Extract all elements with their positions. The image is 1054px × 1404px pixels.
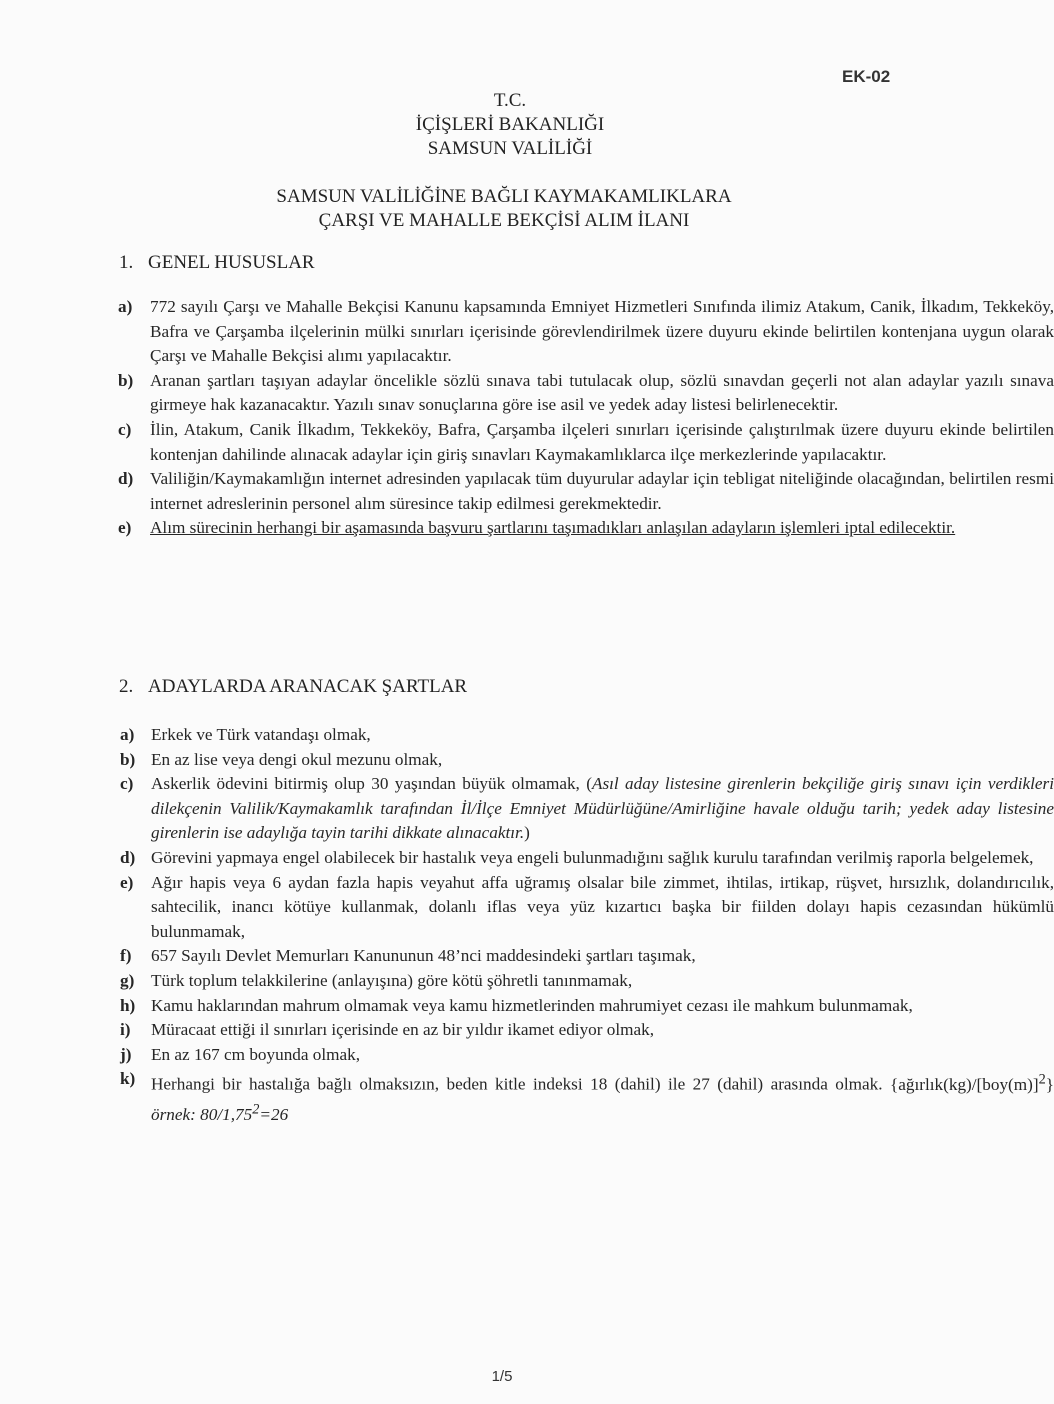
list-item <box>0 418 1054 467</box>
section-1-heading <box>119 252 315 274</box>
item-label: k) <box>120 1069 136 1089</box>
item-text: En az lise veya dengi okul mezunu olmak, <box>151 749 443 769</box>
item-text: En az 167 cm boyunda olmak, <box>151 1044 361 1064</box>
item-label: d) <box>120 847 136 867</box>
item-text: Erkek ve Türk vatandaşı olmak, <box>151 725 371 744</box>
item-text: Herhangi bir hastalığa bağlı olmaksızın, beden kitle indeksi 18 (dahil) ile 27 (dahil) arasında olmak. <box>151 1075 883 1095</box>
list-item <box>0 516 1054 541</box>
general-provisions-list <box>0 295 1054 541</box>
item-label: c) <box>118 419 132 439</box>
item-text: Valiliğin/Kaymakamlığın internet adresinden yapılacak tüm duyurular adaylar için tebligat niteliğinde olacağından, belirtilen resmi internet adreslerinin personel alım süresince takip edilmesi gerekmektedir. <box>150 469 1054 513</box>
example-result: =26 <box>259 1105 289 1125</box>
section-2-number: 2. <box>119 676 134 697</box>
item-label: c) <box>120 774 134 794</box>
note-open: ( <box>586 774 592 794</box>
section-1-number: 1. <box>119 252 134 273</box>
bmi-example <box>151 1101 289 1125</box>
item-text-underlined: Alım sürecinin herhangi bir aşamasında başvuru şartlarını taşımadıkları anlaşılan adayların işlemleri iptal edilecektir. <box>150 518 956 538</box>
item-text: 657 Sayılı Devlet Memurları Kanununun 48’nci maddesindeki şartları taşımak, <box>151 946 696 966</box>
item-note-italic: Asıl aday listesine girenlerin bekçiliğe giriş sınavı için verdikleri dilekçenin Valilik/Kaymakamlık tarafından İl/İlçe Emniyet Müdürlüğüne/Amirliğine havale olduğu tarih; yedek aday listesine girenlerin ise adaylığa tayin tarihi dikkate alınacaktır. <box>151 774 1054 843</box>
item-label: j) <box>120 1044 132 1064</box>
header-tc: T.C. <box>493 90 527 111</box>
item-label: f) <box>120 946 132 966</box>
list-item <box>0 871 1054 945</box>
bmi-formula <box>890 1071 1054 1095</box>
item-text: 772 sayılı Çarşı ve Mahalle Bekçisi Kanunu kapsamında Emniyet Hizmetleri Sınıfında ilimiz Atakum, Canik, İlkadım, Tekkeköy, Bafra ve Çarşamba ilçelerinin mülki sınırları içerisinde görevlendirilmek üzere duyuru ekinde belirtilen kontenjana uygun olarak Çarşı ve Mahalle Bekçisi alımı yapılacaktır. <box>150 297 1054 366</box>
section-2-title: ADAYLARDA ARANACAK ŞARTLAR <box>148 676 468 697</box>
list-item <box>0 994 1054 1019</box>
item-text: Türk toplum telakkilerine (anlayışına) göre kötü şöhretli tanınmamak, <box>151 970 633 990</box>
item-label: i) <box>120 1020 131 1040</box>
list-item <box>0 295 1054 369</box>
list-item <box>0 1018 1054 1043</box>
item-label: b) <box>120 749 136 769</box>
title-line-1: SAMSUN VALİLİĞİNE BAĞLI KAYMAKAMLIKLARA <box>276 186 732 207</box>
item-label: e) <box>118 518 132 538</box>
title-line-2: ÇARŞI VE MAHALLE BEKÇİSİ ALIM İLANI <box>318 210 690 231</box>
item-text: Kamu haklarından mahrum olmamak veya kamu hizmetlerinden mahrumiyet cezası ile mahkum bulunmamak, <box>151 995 913 1015</box>
item-label: e) <box>120 872 134 892</box>
item-text: İlin, Atakum, Canik İlkadım, Tekkeköy, Bafra, Çarşamba ilçeleri sınırları içerisinde çalıştırılmak üzere duyuru ekinde belirtilen kontenjan dahilinde alınacak adaylar için giriş sınavları Kaymakamlıklarca ilçe merkezlerinde yapılacaktır. <box>150 419 1054 464</box>
section-2-heading <box>119 676 467 698</box>
example-part: örnek: 80/1,75 <box>151 1105 253 1125</box>
section-1-title: GENEL HUSUSLAR <box>148 252 315 273</box>
list-item <box>0 772 1054 846</box>
annex-label: EK-02 <box>842 67 891 86</box>
list-item <box>0 369 1054 418</box>
item-label: a) <box>120 725 135 744</box>
list-item <box>0 969 1054 994</box>
list-item <box>0 723 1054 748</box>
list-item <box>0 944 1054 969</box>
item-text: Ağır hapis veya 6 aydan fazla hapis veyahut affa uğramış olsalar bile zimmet, ihtilas, irtikap, rüşvet, hırsızlık, dolandırıcılık, sahtecilik, inancı kötüye kullanmak, dolanlı iflas veya yüz kızartıcı başka bir fiilden dolayı hapis cezasından hükümlü bulunmamak, <box>151 872 1054 941</box>
list-item <box>0 467 1054 516</box>
item-text: Askerlik ödevini bitirmiş olup 30 yaşından büyük olmamak, <box>151 774 580 794</box>
document-title <box>0 185 1000 233</box>
formula-exponent: 2 <box>1038 1071 1046 1088</box>
list-item <box>0 846 1054 871</box>
item-text: Müracaat ettiği il sınırları içerisinde en az bir yıldır ikamet ediyor olmak, <box>151 1020 655 1040</box>
list-item <box>0 1067 1054 1128</box>
item-text: Görevini yapmaya engel olabilecek bir hastalık veya engeli bulunmadığını sağlık kurulu tarafından verilmiş raporla belgelemek, <box>151 847 1034 867</box>
page-number: 1/5 <box>491 1368 513 1385</box>
formula-close: } <box>1045 1075 1054 1095</box>
item-label: d) <box>118 469 134 489</box>
item-label: g) <box>120 970 135 990</box>
item-label: b) <box>118 370 134 390</box>
header-ministry: İÇİŞLERİ BAKANLIĞI <box>415 114 605 135</box>
header-governorship: SAMSUN VALİLİĞİ <box>427 138 593 159</box>
candidate-requirements-list <box>0 723 1054 1128</box>
example-exponent: 2 <box>252 1101 260 1118</box>
item-label: a) <box>118 297 133 316</box>
note-close: ) <box>524 823 530 843</box>
item-label: h) <box>120 995 136 1015</box>
item-text: Aranan şartları taşıyan adaylar öncelikle sözlü sınava tabi tutulacak olup, sözlü sınavdan geçerli not alan adaylar yazılı sınava girmeye hak kazanacaktır. Yazılı sınav sonuçlarına göre ise asil ve yedek aday listesi belirlenecektir. <box>150 370 1054 415</box>
formula-part: {ağırlık(kg)/[boy(m)] <box>890 1075 1039 1095</box>
list-item <box>0 1043 1054 1068</box>
list-item <box>0 748 1054 773</box>
institution-header <box>0 89 1000 161</box>
